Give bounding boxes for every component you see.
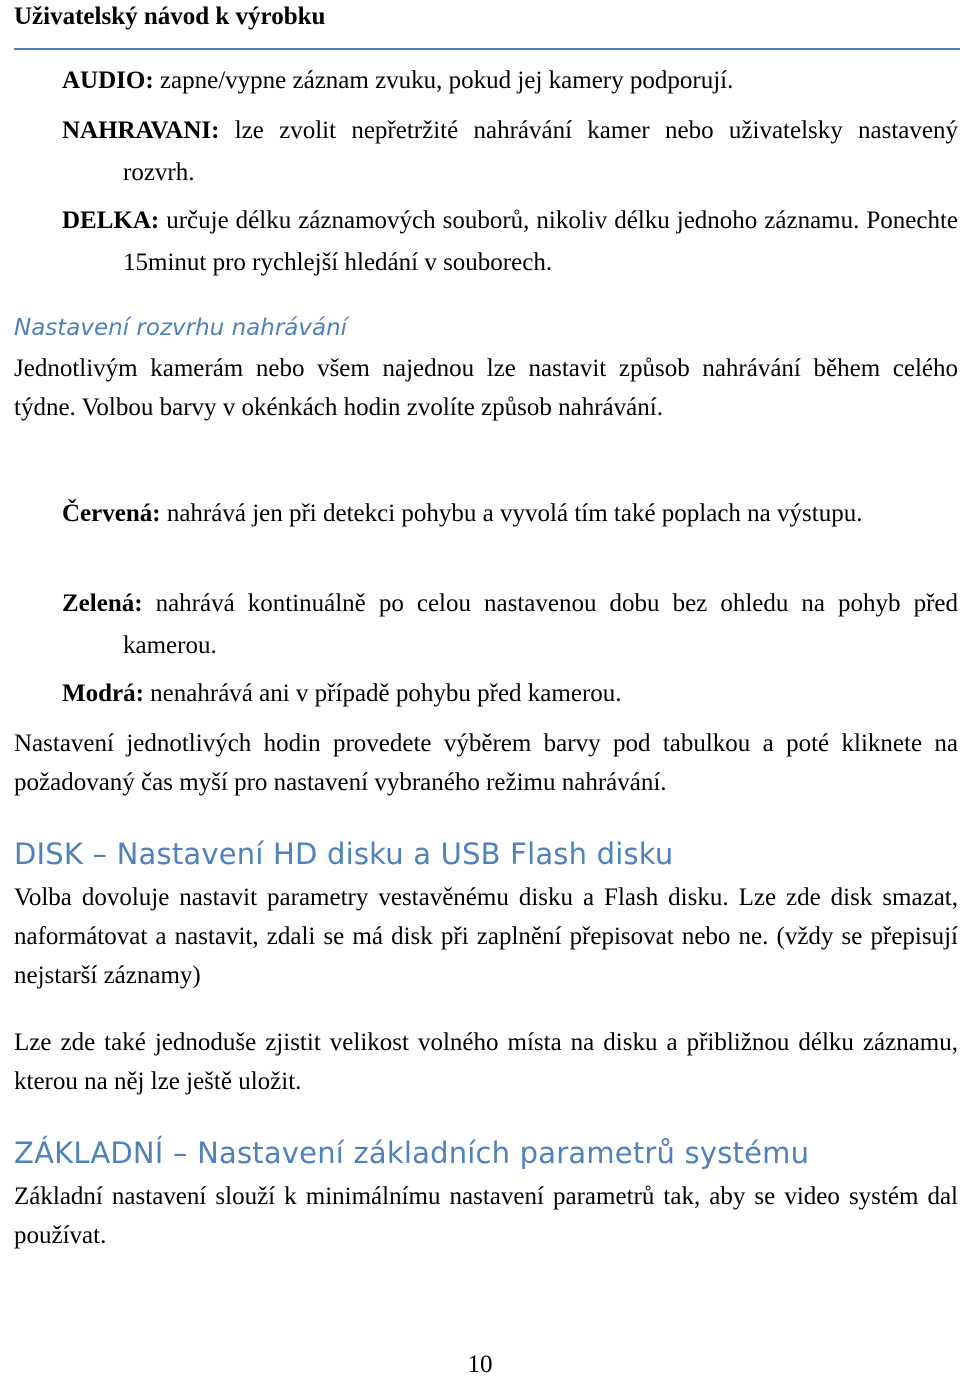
text-nahravani: lze zvolit nepřetržité nahrávání kamer nebo uživatelsky nastavený rozvrh. <box>123 117 958 186</box>
text-audio: zapne/vypne záznam zvuku, pokud jej kamery podporují. <box>153 67 734 94</box>
list-item-audio <box>62 60 958 102</box>
schedule-intro: Jednotlivým kamerám nebo všem najednou lze nastavit způsob nahrávání během celého týdne. Volbou barvy v okénkách hodin zvolíte způsob nahrávání. <box>14 355 958 421</box>
term-audio: AUDIO: <box>62 67 154 94</box>
list-item-nahravani <box>62 110 958 194</box>
text-green: nahrává kontinuálně po celou nastavenou dobu bez ohledu na pohyb před kamerou. <box>123 590 958 659</box>
basic-heading: ZÁKLADNÍ – Nastavení základních parametrů systému <box>14 1136 810 1170</box>
text-red: nahrává jen při detekci pohybu a vyvolá tím také poplach na výstupu. <box>160 500 863 527</box>
basic-paragraph: Základní nastavení slouží k minimálnímu nastavení parametrů tak, aby se video systém dal používat. <box>14 1183 958 1249</box>
page-header <box>14 0 960 50</box>
schedule-heading: Nastavení rozvrhu nahrávání <box>14 315 348 341</box>
text-blue: nenahrává ani v případě pohybu před kamerou. <box>143 680 622 707</box>
term-blue: Modrá: <box>62 680 144 707</box>
disk-heading: DISK – Nastavení HD disku a USB Flash disku <box>14 837 674 871</box>
header-title: Uživatelský návod k výrobku <box>14 3 326 30</box>
list-item-red <box>62 493 958 535</box>
list-item-green <box>62 583 958 667</box>
term-red: Červená: <box>62 500 161 527</box>
term-nahravani: NAHRAVANI: <box>62 117 220 144</box>
list-item-blue <box>62 673 958 715</box>
term-green: Zelená: <box>62 590 143 617</box>
disk-paragraph-1: Volba dovoluje nastavit parametry vestavěnému disku a Flash disku. Lze zde disk smazat, naformátovat a nastavit, zdali se má disk při zaplnění přepisovat nebo ne. (vždy se přepisují nejstarší záznamy) <box>14 884 958 989</box>
page-number: 10 <box>467 1351 493 1378</box>
term-delka: DELKA: <box>62 207 160 234</box>
text-delka: určuje délku záznamových souborů, nikoliv délku jednoho záznamu. Ponechte 15minut pro rychlejší hledání v souborech. <box>123 207 958 276</box>
schedule-outro: Nastavení jednotlivých hodin provedete výběrem barvy pod tabulkou a poté kliknete na požadovaný čas myší pro nastavení vybraného režimu nahrávání. <box>14 730 958 796</box>
list-item-delka <box>62 200 958 284</box>
disk-paragraph-2: Lze zde také jednoduše zjistit velikost volného místa na disku a přibližnou délku záznamu, kterou na něj lze ještě uložit. <box>14 1029 958 1095</box>
